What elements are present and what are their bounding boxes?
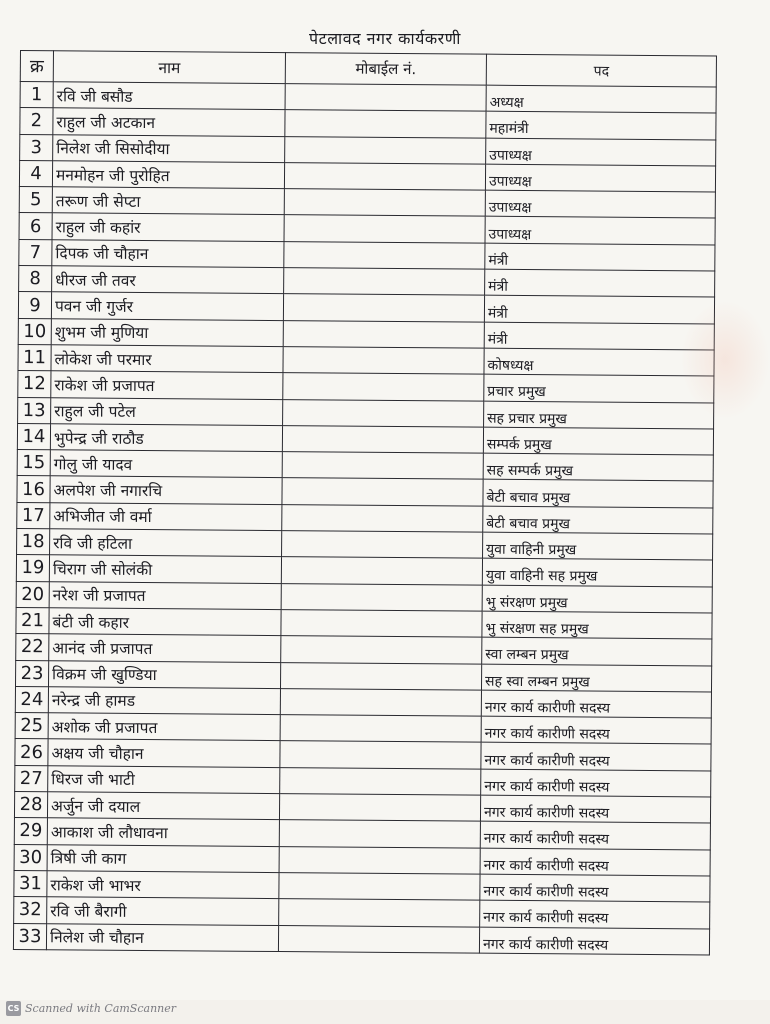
- row-name: नरेन्द्र जी हामड: [48, 687, 280, 715]
- row-mobile: [284, 241, 485, 269]
- row-post-text: नगर कार्य कारीणी सदस्य: [483, 831, 610, 849]
- row-number: 18: [17, 529, 50, 556]
- row-post: [482, 585, 712, 613]
- row-mobile: [279, 820, 480, 848]
- row-post-text: सह प्रचार प्रमुख: [487, 410, 567, 428]
- row-mobile: [283, 320, 484, 348]
- row-name: त्रिषी जी काग: [47, 844, 279, 872]
- row-post: [485, 164, 715, 192]
- row-name: विक्रम जी खुण्डिया: [49, 660, 281, 688]
- row-number: 5: [19, 187, 52, 214]
- row-name: पवन जी गुर्जर: [51, 292, 283, 320]
- row-mobile: [280, 741, 481, 769]
- row-name: अशोक जी प्रजापत: [48, 713, 280, 741]
- row-post: [485, 269, 715, 297]
- row-post-text: मंत्री: [487, 305, 508, 322]
- row-mobile: [280, 688, 481, 716]
- row-post-text: सह स्वा लम्बन प्रमुख: [484, 673, 590, 691]
- row-name: लोकेश जी परमार: [51, 345, 283, 373]
- row-post-text: नगर कार्य कारीणी सदस्य: [484, 752, 610, 770]
- row-post: [480, 874, 710, 902]
- row-name: बंटी जी कहार: [49, 608, 281, 636]
- row-post-text: महामंत्री: [489, 121, 529, 138]
- row-number: 24: [15, 686, 48, 713]
- header-name: नाम: [53, 51, 285, 84]
- row-mobile: [284, 189, 485, 217]
- row-number: 2: [20, 108, 53, 135]
- row-post-text: सम्पर्क प्रमुख: [486, 436, 552, 454]
- row-post: [480, 900, 710, 928]
- row-name: रवि जी बसौड: [53, 82, 285, 110]
- row-name: राहुल जी पटेल: [51, 397, 283, 425]
- row-post: [486, 111, 716, 139]
- row-post: [486, 138, 716, 166]
- members-table-wrapper: [13, 50, 717, 955]
- row-name: निलेश जी चौहान: [46, 923, 278, 951]
- camscanner-logo-icon: CS: [6, 1001, 21, 1016]
- row-post: [482, 611, 712, 639]
- row-post-text: भु संरक्षण सह प्रमुख: [485, 620, 589, 638]
- row-number: 23: [16, 660, 49, 687]
- row-post: [480, 848, 710, 876]
- row-number: 31: [14, 870, 47, 897]
- row-name: दिपक जी चौहान: [52, 240, 284, 268]
- row-name: राहुल जी कहांर: [52, 213, 284, 241]
- row-mobile: [282, 425, 483, 453]
- row-mobile: [279, 872, 480, 900]
- row-name: भुपेन्द्र जी राठौड: [50, 424, 282, 452]
- row-name: आकाश जी लौधावना: [47, 818, 279, 846]
- row-mobile: [281, 557, 482, 585]
- row-mobile: [283, 373, 484, 401]
- row-name: मनमोहन जी पुरोहित: [52, 161, 284, 189]
- row-mobile: [282, 478, 483, 506]
- row-post-text: मंत्री: [488, 252, 509, 269]
- row-mobile: [283, 399, 484, 427]
- row-post: [485, 217, 715, 245]
- row-number: 26: [15, 739, 48, 766]
- row-name: नरेश जी प्रजापत: [49, 581, 281, 609]
- header-number: क्र: [20, 51, 53, 82]
- row-mobile: [285, 84, 486, 112]
- row-post: [479, 927, 709, 955]
- row-post-text: भु संरक्षण प्रमुख: [485, 594, 568, 612]
- row-name: धीरज जी तवर: [52, 266, 284, 294]
- row-number: 22: [16, 634, 49, 661]
- row-post-text: नगर कार्य कारीणी सदस्य: [484, 699, 611, 717]
- row-post-text: नगर कार्य कारीणी सदस्य: [484, 778, 610, 796]
- row-post-text: नगर कार्य कारीणी सदस्य: [482, 936, 609, 954]
- row-post-text: अध्यक्ष: [489, 94, 524, 112]
- row-number: 7: [19, 239, 52, 266]
- row-name: चिराग जी सोलंकी: [49, 555, 281, 583]
- row-name: रवि जी हटिला: [50, 529, 282, 557]
- row-name: राकेश जी भाभर: [47, 871, 279, 899]
- row-name: अक्षय जी चौहान: [48, 739, 280, 767]
- row-number: 13: [18, 397, 51, 424]
- row-post-text: नगर कार्य कारीणी सदस्य: [484, 725, 610, 743]
- row-post: [481, 716, 711, 744]
- row-post: [484, 401, 714, 429]
- row-number: 19: [16, 555, 49, 582]
- row-mobile: [280, 715, 481, 743]
- row-number: 27: [15, 765, 48, 792]
- row-name: अभिजीत जी वर्मा: [50, 502, 282, 530]
- table-row: [13, 923, 709, 955]
- row-post-text: मंत्री: [487, 331, 508, 348]
- row-mobile: [284, 215, 485, 243]
- row-number: 6: [19, 213, 52, 240]
- row-post: [484, 374, 714, 402]
- row-post-text: नगर कार्य कारीणी सदस्य: [483, 804, 610, 822]
- row-post: [481, 690, 711, 718]
- row-number: 33: [13, 923, 46, 950]
- row-mobile: [281, 610, 482, 638]
- row-number: 16: [17, 476, 50, 503]
- row-name: गोलु जी यादव: [50, 450, 282, 478]
- row-post-text: उपाध्यक्ष: [488, 226, 532, 243]
- row-mobile: [282, 452, 483, 480]
- row-post-text: नगर कार्य कारीणी सदस्य: [483, 910, 609, 927]
- row-post: [483, 480, 713, 508]
- row-number: 21: [16, 607, 49, 634]
- row-mobile: [281, 583, 482, 611]
- row-post-text: नगर कार्य कारीणी सदस्य: [483, 883, 609, 901]
- row-number: 32: [14, 897, 47, 924]
- row-post: [482, 637, 712, 665]
- row-name: निलेश जी सिसोदीया: [53, 134, 285, 162]
- row-number: 30: [14, 844, 47, 871]
- row-name: राहुल जी अटकान: [53, 108, 285, 136]
- row-post-text: प्रचार प्रमुख: [487, 384, 546, 401]
- row-name: अलपेश जी नगारचि: [50, 476, 282, 504]
- row-post: [480, 795, 710, 823]
- row-mobile: [280, 767, 481, 795]
- row-post-text: युवा वाहिनी सह प्रमुख: [485, 568, 598, 586]
- members-table: [13, 50, 717, 955]
- row-number: 20: [16, 581, 49, 608]
- row-number: 4: [19, 160, 52, 187]
- row-number: 25: [15, 713, 48, 740]
- row-number: 1: [20, 82, 53, 109]
- row-post-text: बेटी बचाव प्रमुख: [486, 489, 571, 506]
- row-post-text: नगर कार्य कारीणी सदस्य: [483, 857, 609, 875]
- row-post-text: कोषध्यक्ष: [487, 357, 534, 375]
- row-mobile: [278, 925, 479, 953]
- row-mobile: [279, 846, 480, 874]
- row-post-text: बेटी बचाव प्रमुख: [486, 515, 571, 533]
- row-mobile: [283, 347, 484, 375]
- row-post: [482, 558, 712, 586]
- row-mobile: [285, 110, 486, 138]
- row-post: [486, 85, 716, 113]
- row-number: 3: [20, 134, 53, 161]
- row-name: तरूण जी सेप्टा: [52, 187, 284, 215]
- row-post-text: मंत्री: [488, 278, 508, 296]
- row-post-text: उपाध्यक्ष: [489, 147, 532, 164]
- row-post: [485, 243, 715, 271]
- row-post: [481, 664, 711, 692]
- row-number: 28: [14, 791, 47, 818]
- row-post-text: युवा वाहिनी प्रमुख: [486, 541, 577, 559]
- row-post: [483, 427, 713, 455]
- row-number: 11: [18, 344, 51, 371]
- row-post: [480, 821, 710, 849]
- scanner-watermark: [6, 1001, 176, 1016]
- row-mobile: [279, 794, 480, 822]
- row-mobile: [283, 294, 484, 322]
- header-post: पद: [486, 54, 716, 87]
- row-post: [483, 506, 713, 534]
- row-number: 29: [14, 818, 47, 845]
- row-post-text: उपाध्यक्ष: [488, 173, 532, 191]
- row-name: अर्जुन जी दयाल: [47, 792, 279, 820]
- row-post-text: सह सम्पर्क प्रमुख: [486, 462, 574, 480]
- row-number: 17: [17, 502, 50, 529]
- row-post: [481, 769, 711, 797]
- row-post: [484, 296, 714, 324]
- row-mobile: [279, 899, 480, 927]
- scanner-text: Scanned with CamScanner: [25, 1002, 177, 1015]
- row-number: 10: [18, 318, 51, 345]
- row-post: [484, 322, 714, 350]
- row-name: राकेश जी प्रजापत: [51, 371, 283, 399]
- row-mobile: [281, 636, 482, 664]
- row-post: [484, 348, 714, 376]
- row-name: आनंद जी प्रजापत: [49, 634, 281, 662]
- header-mobile: मोबाईल नं.: [285, 53, 486, 86]
- row-name: धिरज जी भाटी: [48, 765, 280, 793]
- row-post: [483, 453, 713, 481]
- row-post-text: उपाध्यक्ष: [488, 200, 532, 217]
- page-title: पेटलावद नगर कार्यकरणी: [309, 29, 461, 48]
- row-mobile: [282, 531, 483, 559]
- table-body: [13, 82, 716, 955]
- row-name: रवि जी बैरागी: [47, 897, 279, 925]
- row-number: 8: [19, 266, 52, 293]
- row-mobile: [280, 662, 481, 690]
- row-number: 9: [18, 292, 51, 319]
- row-post: [483, 532, 713, 560]
- row-name: शुभम जी मुणिया: [51, 318, 283, 346]
- row-mobile: [282, 504, 483, 532]
- row-number: 14: [17, 423, 50, 450]
- row-post: [485, 190, 715, 218]
- row-mobile: [285, 136, 486, 164]
- row-mobile: [284, 268, 485, 296]
- row-mobile: [284, 162, 485, 190]
- row-post: [481, 743, 711, 771]
- row-number: 15: [17, 450, 50, 477]
- row-number: 12: [18, 371, 51, 398]
- row-post-text: स्वा लम्बन प्रमुख: [485, 647, 569, 664]
